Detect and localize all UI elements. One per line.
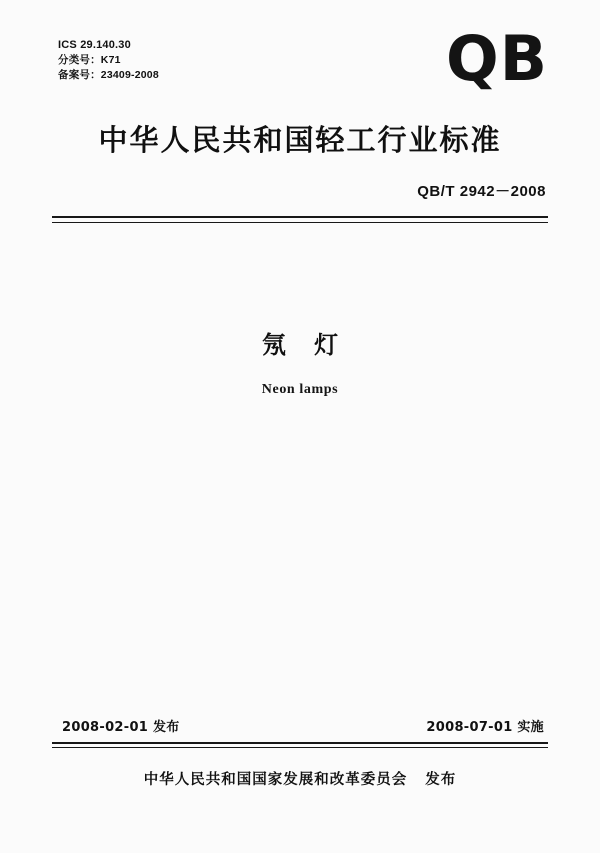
implementation-date: 2008-07-01 实施 [426, 720, 544, 735]
publisher-action: 发布 [425, 772, 457, 788]
divider-top-thick [52, 216, 548, 218]
record-number: 备案号：23409-2008 [58, 69, 159, 81]
standard-meta-block [58, 38, 159, 83]
classification-number: 分类号：K71 [58, 54, 121, 66]
divider-bottom-thick [52, 742, 548, 744]
page-title: 中华人民共和国轻工行业标准 [98, 123, 502, 157]
standard-number: QB/T 2942－2008 [417, 183, 546, 200]
ics-number: ICS 29.140.30 [58, 39, 131, 51]
divider-top-thin [52, 222, 548, 223]
publisher-organization: 中华人民共和国国家发展和改革委员会 [143, 772, 408, 788]
publisher-line [0, 768, 600, 789]
subject-title-chinese: 氖 灯 [261, 331, 349, 359]
divider-bottom-thin [52, 747, 548, 748]
issue-date: 2008-02-01 发布 [62, 720, 180, 735]
qb-logo: QB [446, 22, 548, 95]
subject-title-english: Neon lamps [261, 382, 339, 397]
